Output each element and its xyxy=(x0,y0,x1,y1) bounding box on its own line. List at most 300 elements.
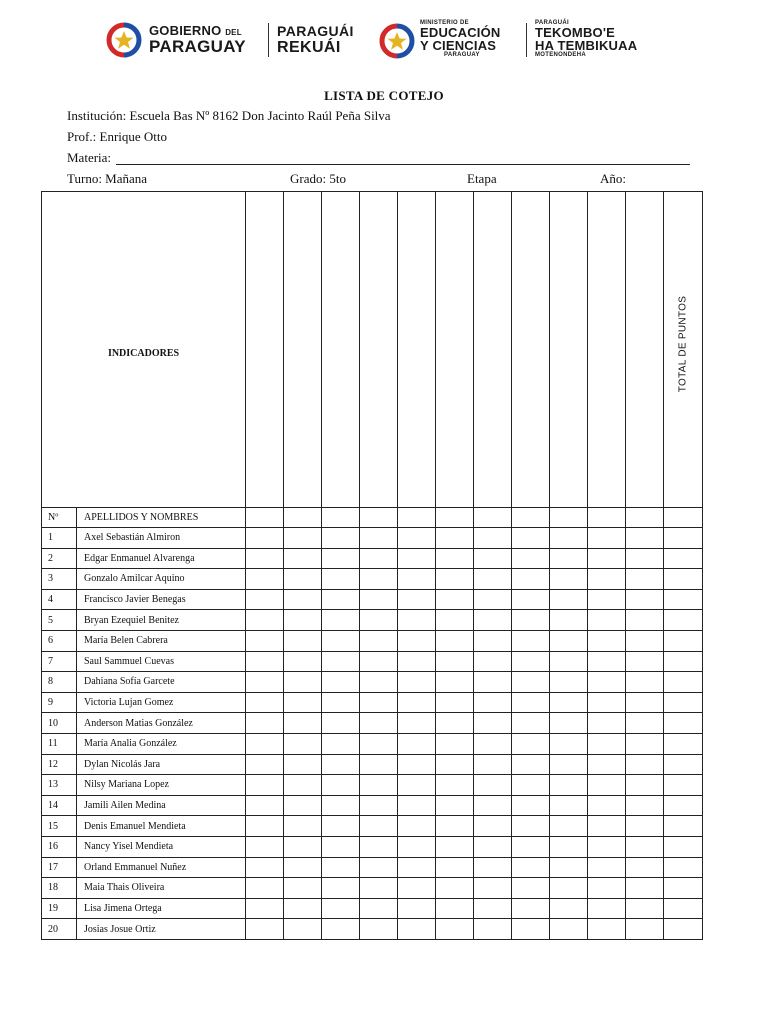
indicator-cell[interactable] xyxy=(588,192,626,508)
total-cell[interactable] xyxy=(664,528,703,549)
total-cell[interactable] xyxy=(664,878,703,899)
score-cell[interactable] xyxy=(284,508,322,528)
score-cell[interactable] xyxy=(550,630,588,651)
score-cell[interactable] xyxy=(398,775,436,796)
score-cell[interactable] xyxy=(360,713,398,734)
student-number: 10 xyxy=(42,713,77,734)
score-cell[interactable] xyxy=(626,857,664,878)
score-cell[interactable] xyxy=(360,692,398,713)
score-cell[interactable] xyxy=(588,898,626,919)
score-cell[interactable] xyxy=(436,795,474,816)
score-cell[interactable] xyxy=(360,528,398,549)
score-cell[interactable] xyxy=(436,733,474,754)
score-cell[interactable] xyxy=(360,795,398,816)
score-cell[interactable] xyxy=(588,589,626,610)
score-cell[interactable] xyxy=(284,878,322,899)
score-cell[interactable] xyxy=(512,508,550,528)
names-header: APELLIDOS Y NOMBRES xyxy=(77,508,246,528)
student-name: Lisa Jimena Ortega xyxy=(77,898,246,919)
logo-divider xyxy=(526,23,527,57)
indicator-cell[interactable] xyxy=(474,192,512,508)
score-cell[interactable] xyxy=(246,692,284,713)
total-cell[interactable] xyxy=(664,692,703,713)
score-cell[interactable] xyxy=(588,692,626,713)
score-cell[interactable] xyxy=(550,713,588,734)
score-cell[interactable] xyxy=(588,878,626,899)
score-cell[interactable] xyxy=(436,528,474,549)
score-cell[interactable] xyxy=(360,816,398,837)
score-cell[interactable] xyxy=(588,610,626,631)
score-cell[interactable] xyxy=(512,733,550,754)
score-cell[interactable] xyxy=(360,836,398,857)
total-cell[interactable] xyxy=(664,733,703,754)
materia-blank-line xyxy=(116,164,690,165)
table-row xyxy=(42,754,703,775)
score-cell[interactable] xyxy=(246,610,284,631)
student-name: Josias Josue Ortiz xyxy=(77,919,246,940)
student-name: Gonzalo Amilcar Aquino xyxy=(77,569,246,590)
score-cell[interactable] xyxy=(626,795,664,816)
table-row xyxy=(42,548,703,569)
score-cell[interactable] xyxy=(246,816,284,837)
score-cell[interactable] xyxy=(588,775,626,796)
score-cell[interactable] xyxy=(550,754,588,775)
score-cell[interactable] xyxy=(246,651,284,672)
score-cell[interactable] xyxy=(474,795,512,816)
score-cell[interactable] xyxy=(436,589,474,610)
score-cell[interactable] xyxy=(246,919,284,940)
score-cell[interactable] xyxy=(474,713,512,734)
score-cell[interactable] xyxy=(512,713,550,734)
total-cell[interactable] xyxy=(664,836,703,857)
indicator-cell[interactable] xyxy=(284,192,322,508)
score-cell[interactable] xyxy=(360,589,398,610)
total-cell[interactable] xyxy=(664,610,703,631)
total-cell[interactable] xyxy=(664,816,703,837)
score-cell[interactable] xyxy=(398,816,436,837)
score-cell[interactable] xyxy=(246,733,284,754)
score-cell[interactable] xyxy=(550,733,588,754)
score-cell[interactable] xyxy=(246,508,284,528)
total-cell[interactable] xyxy=(664,775,703,796)
indicator-cell[interactable] xyxy=(626,192,664,508)
gobierno-wordmark: GOBIERNO DEL PARAGUAY xyxy=(149,23,246,56)
score-cell[interactable] xyxy=(550,795,588,816)
score-cell[interactable] xyxy=(322,610,360,631)
table-row xyxy=(42,692,703,713)
score-cell[interactable] xyxy=(626,713,664,734)
score-cell[interactable] xyxy=(436,569,474,590)
score-cell[interactable] xyxy=(550,836,588,857)
total-cell[interactable] xyxy=(664,672,703,693)
score-cell[interactable] xyxy=(626,898,664,919)
score-cell[interactable] xyxy=(512,836,550,857)
score-cell[interactable] xyxy=(626,672,664,693)
score-cell[interactable] xyxy=(474,733,512,754)
total-cell[interactable] xyxy=(664,508,703,528)
mec-seal-icon xyxy=(379,23,415,59)
indicadores-label: INDICADORES xyxy=(42,192,246,508)
score-cell[interactable] xyxy=(626,754,664,775)
score-cell[interactable] xyxy=(436,919,474,940)
score-cell[interactable] xyxy=(550,857,588,878)
score-cell[interactable] xyxy=(284,569,322,590)
score-cell[interactable] xyxy=(398,857,436,878)
score-cell[interactable] xyxy=(246,775,284,796)
total-header-cell xyxy=(664,192,703,508)
student-number: 17 xyxy=(42,857,77,878)
score-cell[interactable] xyxy=(284,528,322,549)
student-number: 3 xyxy=(42,569,77,590)
score-cell[interactable] xyxy=(284,630,322,651)
score-cell[interactable] xyxy=(436,754,474,775)
score-cell[interactable] xyxy=(322,919,360,940)
score-cell[interactable] xyxy=(360,754,398,775)
score-cell[interactable] xyxy=(398,919,436,940)
score-cell[interactable] xyxy=(284,733,322,754)
score-cell[interactable] xyxy=(436,672,474,693)
score-cell[interactable] xyxy=(436,857,474,878)
score-cell[interactable] xyxy=(284,919,322,940)
score-cell[interactable] xyxy=(246,795,284,816)
score-cell[interactable] xyxy=(284,651,322,672)
score-cell[interactable] xyxy=(284,836,322,857)
student-name: Bryan Ezequiel Benitez xyxy=(77,610,246,631)
score-cell[interactable] xyxy=(512,898,550,919)
score-cell[interactable] xyxy=(474,651,512,672)
score-cell[interactable] xyxy=(322,857,360,878)
score-cell[interactable] xyxy=(588,919,626,940)
score-cell[interactable] xyxy=(360,548,398,569)
student-number: 12 xyxy=(42,754,77,775)
score-cell[interactable] xyxy=(474,528,512,549)
score-cell[interactable] xyxy=(474,508,512,528)
score-cell[interactable] xyxy=(360,508,398,528)
student-number: 5 xyxy=(42,610,77,631)
score-cell[interactable] xyxy=(474,630,512,651)
total-cell[interactable] xyxy=(664,630,703,651)
score-cell[interactable] xyxy=(322,816,360,837)
student-name: Orland Emmanuel Nuñez xyxy=(77,857,246,878)
score-cell[interactable] xyxy=(588,630,626,651)
score-cell[interactable] xyxy=(588,816,626,837)
score-cell[interactable] xyxy=(474,878,512,899)
score-cell[interactable] xyxy=(398,630,436,651)
score-cell[interactable] xyxy=(322,775,360,796)
score-cell[interactable] xyxy=(322,898,360,919)
score-cell[interactable] xyxy=(512,795,550,816)
score-cell[interactable] xyxy=(398,651,436,672)
score-cell[interactable] xyxy=(588,508,626,528)
score-cell[interactable] xyxy=(512,816,550,837)
score-cell[interactable] xyxy=(246,569,284,590)
score-cell[interactable] xyxy=(626,508,664,528)
score-cell[interactable] xyxy=(474,569,512,590)
score-cell[interactable] xyxy=(360,651,398,672)
score-cell[interactable] xyxy=(322,878,360,899)
materia-label: Materia: xyxy=(67,150,112,165)
indicator-cell[interactable] xyxy=(398,192,436,508)
score-cell[interactable] xyxy=(512,610,550,631)
score-cell[interactable] xyxy=(550,548,588,569)
total-cell[interactable] xyxy=(664,651,703,672)
score-cell[interactable] xyxy=(550,878,588,899)
score-cell[interactable] xyxy=(284,610,322,631)
score-cell[interactable] xyxy=(284,589,322,610)
score-cell[interactable] xyxy=(246,589,284,610)
score-cell[interactable] xyxy=(474,754,512,775)
score-cell[interactable] xyxy=(626,733,664,754)
score-cell[interactable] xyxy=(436,651,474,672)
indicator-cell[interactable] xyxy=(246,192,284,508)
score-cell[interactable] xyxy=(626,548,664,569)
student-number: 13 xyxy=(42,775,77,796)
total-cell[interactable] xyxy=(664,898,703,919)
score-cell[interactable] xyxy=(588,795,626,816)
score-cell[interactable] xyxy=(588,713,626,734)
score-cell[interactable] xyxy=(550,528,588,549)
score-cell[interactable] xyxy=(550,569,588,590)
score-cell[interactable] xyxy=(322,651,360,672)
score-cell[interactable] xyxy=(512,569,550,590)
score-cell[interactable] xyxy=(360,857,398,878)
total-cell[interactable] xyxy=(664,589,703,610)
score-cell[interactable] xyxy=(284,692,322,713)
score-cell[interactable] xyxy=(626,630,664,651)
score-cell[interactable] xyxy=(246,754,284,775)
score-cell[interactable] xyxy=(398,754,436,775)
score-cell[interactable] xyxy=(626,569,664,590)
total-cell[interactable] xyxy=(664,795,703,816)
score-cell[interactable] xyxy=(322,692,360,713)
score-cell[interactable] xyxy=(246,713,284,734)
score-cell[interactable] xyxy=(436,508,474,528)
score-cell[interactable] xyxy=(436,775,474,796)
score-cell[interactable] xyxy=(436,692,474,713)
score-cell[interactable] xyxy=(512,672,550,693)
score-cell[interactable] xyxy=(474,672,512,693)
total-cell[interactable] xyxy=(664,919,703,940)
score-cell[interactable] xyxy=(284,857,322,878)
score-cell[interactable] xyxy=(512,630,550,651)
score-cell[interactable] xyxy=(398,610,436,631)
score-cell[interactable] xyxy=(398,672,436,693)
student-name: Saul Sammuel Cuevas xyxy=(77,651,246,672)
indicator-cell[interactable] xyxy=(360,192,398,508)
score-cell[interactable] xyxy=(360,569,398,590)
table-row xyxy=(42,630,703,651)
score-cell[interactable] xyxy=(246,857,284,878)
indicator-cell[interactable] xyxy=(512,192,550,508)
score-cell[interactable] xyxy=(512,919,550,940)
score-cell[interactable] xyxy=(474,898,512,919)
score-cell[interactable] xyxy=(626,651,664,672)
score-cell[interactable] xyxy=(474,548,512,569)
student-name: María Analia González xyxy=(77,733,246,754)
score-cell[interactable] xyxy=(588,672,626,693)
score-cell[interactable] xyxy=(512,692,550,713)
score-cell[interactable] xyxy=(398,589,436,610)
score-cell[interactable] xyxy=(284,775,322,796)
score-cell[interactable] xyxy=(550,589,588,610)
indicator-cell[interactable] xyxy=(436,192,474,508)
score-cell[interactable] xyxy=(474,857,512,878)
score-cell[interactable] xyxy=(322,733,360,754)
score-cell[interactable] xyxy=(322,795,360,816)
score-cell[interactable] xyxy=(436,836,474,857)
score-cell[interactable] xyxy=(398,878,436,899)
score-cell[interactable] xyxy=(322,569,360,590)
grado-label: Grado: 5to xyxy=(290,171,346,186)
score-cell[interactable] xyxy=(284,816,322,837)
score-cell[interactable] xyxy=(550,816,588,837)
score-cell[interactable] xyxy=(474,692,512,713)
score-cell[interactable] xyxy=(626,878,664,899)
score-cell[interactable] xyxy=(398,795,436,816)
student-name: Nilsy Mariana Lopez xyxy=(77,775,246,796)
score-cell[interactable] xyxy=(246,630,284,651)
score-cell[interactable] xyxy=(474,919,512,940)
score-cell[interactable] xyxy=(588,569,626,590)
score-cell[interactable] xyxy=(436,878,474,899)
score-cell[interactable] xyxy=(474,610,512,631)
score-cell[interactable] xyxy=(246,836,284,857)
score-cell[interactable] xyxy=(512,775,550,796)
table-row xyxy=(42,528,703,549)
score-cell[interactable] xyxy=(284,795,322,816)
score-cell[interactable] xyxy=(474,775,512,796)
score-cell[interactable] xyxy=(436,548,474,569)
score-cell[interactable] xyxy=(626,836,664,857)
score-cell[interactable] xyxy=(360,630,398,651)
score-cell[interactable] xyxy=(284,754,322,775)
score-cell[interactable] xyxy=(436,816,474,837)
score-cell[interactable] xyxy=(360,733,398,754)
total-cell[interactable] xyxy=(664,569,703,590)
score-cell[interactable] xyxy=(322,630,360,651)
score-cell[interactable] xyxy=(360,775,398,796)
total-cell[interactable] xyxy=(664,857,703,878)
score-cell[interactable] xyxy=(626,528,664,549)
score-cell[interactable] xyxy=(626,919,664,940)
score-cell[interactable] xyxy=(588,548,626,569)
score-cell[interactable] xyxy=(246,548,284,569)
score-cell[interactable] xyxy=(436,713,474,734)
score-cell[interactable] xyxy=(322,713,360,734)
score-cell[interactable] xyxy=(550,610,588,631)
score-cell[interactable] xyxy=(512,548,550,569)
score-cell[interactable] xyxy=(246,878,284,899)
score-cell[interactable] xyxy=(284,672,322,693)
table-row xyxy=(42,878,703,899)
score-cell[interactable] xyxy=(550,651,588,672)
score-cell[interactable] xyxy=(360,898,398,919)
score-cell[interactable] xyxy=(550,692,588,713)
score-cell[interactable] xyxy=(626,692,664,713)
score-cell[interactable] xyxy=(398,569,436,590)
score-cell[interactable] xyxy=(398,898,436,919)
total-cell[interactable] xyxy=(664,754,703,775)
score-cell[interactable] xyxy=(512,878,550,899)
score-cell[interactable] xyxy=(398,508,436,528)
score-cell[interactable] xyxy=(246,528,284,549)
score-cell[interactable] xyxy=(436,610,474,631)
score-cell[interactable] xyxy=(284,713,322,734)
score-cell[interactable] xyxy=(322,836,360,857)
score-cell[interactable] xyxy=(474,836,512,857)
score-cell[interactable] xyxy=(398,733,436,754)
score-cell[interactable] xyxy=(550,775,588,796)
score-cell[interactable] xyxy=(436,630,474,651)
score-cell[interactable] xyxy=(474,816,512,837)
score-cell[interactable] xyxy=(588,836,626,857)
score-cell[interactable] xyxy=(512,528,550,549)
total-de-puntos-label: TOTAL DE PUNTOS xyxy=(677,295,689,393)
score-cell[interactable] xyxy=(512,857,550,878)
score-cell[interactable] xyxy=(322,589,360,610)
score-cell[interactable] xyxy=(588,857,626,878)
score-cell[interactable] xyxy=(322,528,360,549)
score-cell[interactable] xyxy=(398,692,436,713)
score-cell[interactable] xyxy=(626,816,664,837)
score-cell[interactable] xyxy=(246,672,284,693)
score-cell[interactable] xyxy=(512,754,550,775)
score-cell[interactable] xyxy=(360,672,398,693)
score-cell[interactable] xyxy=(322,754,360,775)
score-cell[interactable] xyxy=(588,651,626,672)
student-name: Maia Thais Oliveira xyxy=(77,878,246,899)
score-cell[interactable] xyxy=(550,919,588,940)
score-cell[interactable] xyxy=(512,651,550,672)
score-cell[interactable] xyxy=(284,548,322,569)
score-cell[interactable] xyxy=(360,919,398,940)
score-cell[interactable] xyxy=(246,898,284,919)
score-cell[interactable] xyxy=(322,672,360,693)
prof-line: Prof.: Enrique Otto xyxy=(67,129,168,144)
student-name: Victoria Lujan Gomez xyxy=(77,692,246,713)
score-cell[interactable] xyxy=(588,733,626,754)
score-cell[interactable] xyxy=(626,775,664,796)
score-cell[interactable] xyxy=(398,836,436,857)
score-cell[interactable] xyxy=(512,589,550,610)
score-cell[interactable] xyxy=(474,589,512,610)
total-cell[interactable] xyxy=(664,713,703,734)
score-cell[interactable] xyxy=(360,878,398,899)
score-cell[interactable] xyxy=(588,528,626,549)
total-cell[interactable] xyxy=(664,548,703,569)
score-cell[interactable] xyxy=(360,610,398,631)
score-cell[interactable] xyxy=(626,610,664,631)
student-number: 19 xyxy=(42,898,77,919)
score-cell[interactable] xyxy=(284,898,322,919)
score-cell[interactable] xyxy=(436,898,474,919)
score-cell[interactable] xyxy=(550,508,588,528)
student-number: 6 xyxy=(42,630,77,651)
indicator-cell[interactable] xyxy=(322,192,360,508)
score-cell[interactable] xyxy=(322,548,360,569)
score-cell[interactable] xyxy=(398,548,436,569)
score-cell[interactable] xyxy=(588,754,626,775)
indicator-cell[interactable] xyxy=(550,192,588,508)
score-cell[interactable] xyxy=(550,898,588,919)
table-row xyxy=(42,857,703,878)
score-cell[interactable] xyxy=(322,508,360,528)
score-cell[interactable] xyxy=(398,713,436,734)
paraguay-seal-icon xyxy=(106,22,142,58)
score-cell[interactable] xyxy=(550,672,588,693)
score-cell[interactable] xyxy=(626,589,664,610)
score-cell[interactable] xyxy=(398,528,436,549)
